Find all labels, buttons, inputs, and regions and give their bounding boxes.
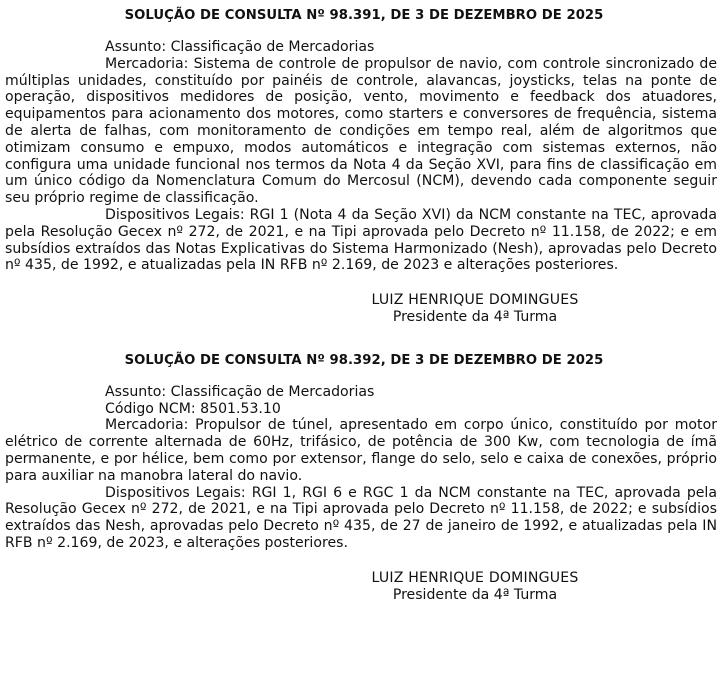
signer-name: LUIZ HENRIQUE DOMINGUES — [371, 292, 579, 309]
dispositivos-legais-paragraph: Dispositivos Legais: RGI 1, RGI 6 e RGC 1 da NCM constante na TEC, aprovada pela Resolução Gecex nº 272, de 2021, e na Tipi aprovada pelo Decreto nº 11.158, de 2022; e subsídios extraídos das Nesh, aprovadas pelo Decreto nº 435, de 27 de janeiro de 1992, e atualizadas pela IN RFB nº 2.169, de 2023, e alterações posteriores. — [5, 484, 717, 551]
mercadoria-paragraph: Mercadoria: Propulsor de túnel, apresentado em corpo único, constituído por motor elétrico de corrente alternada de 60Hz, trifásico, de potência de 300 Kw, com tecnologia de ímã permanente, e por hélice, bem como por extensor, flange do selo, selo e caixa de conexões, próprio para auxiliar na manobra lateral do navio. — [5, 417, 717, 484]
codigo-ncm-paragraph: Código NCM: 8501.53.10 — [105, 400, 281, 417]
signature-block — [5, 292, 717, 326]
section-title: SOLUÇÃO DE CONSULTA Nº 98.392, DE 3 DE DEZEMBRO DE 2025 — [124, 352, 604, 368]
solucao-consulta-98392 — [5, 352, 717, 604]
signature-block — [5, 570, 717, 604]
assunto-paragraph: Assunto: Classificação de Mercadorias — [105, 39, 375, 55]
section-title: SOLUÇÃO DE CONSULTA Nº 98.391, DE 3 DE DEZEMBRO DE 2025 — [124, 8, 604, 23]
assunto-paragraph: Assunto: Classificação de Mercadorias — [105, 383, 375, 400]
dispositivos-legais-paragraph: Dispositivos Legais: RGI 1 (Nota 4 da Seção XVI) da NCM constante na TEC, aprovada pela Resolução Gecex nº 272, de 2021, e na Tipi aprovada pelo Decreto nº 11.158, de 2022; e em subsídios extraídos das Notas Explicativas do Sistema Harmonizado (Nesh), aprovadas pelo Decreto nº 435, de 1992, e atualizadas pela IN RFB nº 2.169, de 2023 e alterações posteriores. — [5, 206, 717, 274]
signer-role: Presidente da 4ª Turma — [392, 308, 558, 325]
solucao-consulta-98391 — [5, 7, 717, 326]
signer-role: Presidente da 4ª Turma — [392, 586, 558, 603]
mercadoria-paragraph: Mercadoria: Sistema de controle de propulsor de navio, com controle sincronizado de múltiplas unidades, constituído por painéis de controle, alavancas, joysticks, telas na ponte de operação, dispositivos medidores de posição, vento, movimento e feedback dos atuadores, equipamentos para acionamento dos motores, como starters e conversores de frequência, sistema de alerta de falhas, com monitoramento de condições em tempo real, além de algoritmos que otimizam consumo e empuxo, modos automáticos e integração com sistemas externos, não configura uma unidade funcional nos termos da Nota 4 da Seção XVI, para fins de classificação em um único código da Nomenclatura Comum do Mercosul (NCM), devendo cada componente seguir seu próprio regime de classificação. — [5, 55, 717, 207]
signer-name: LUIZ HENRIQUE DOMINGUES — [371, 569, 579, 586]
